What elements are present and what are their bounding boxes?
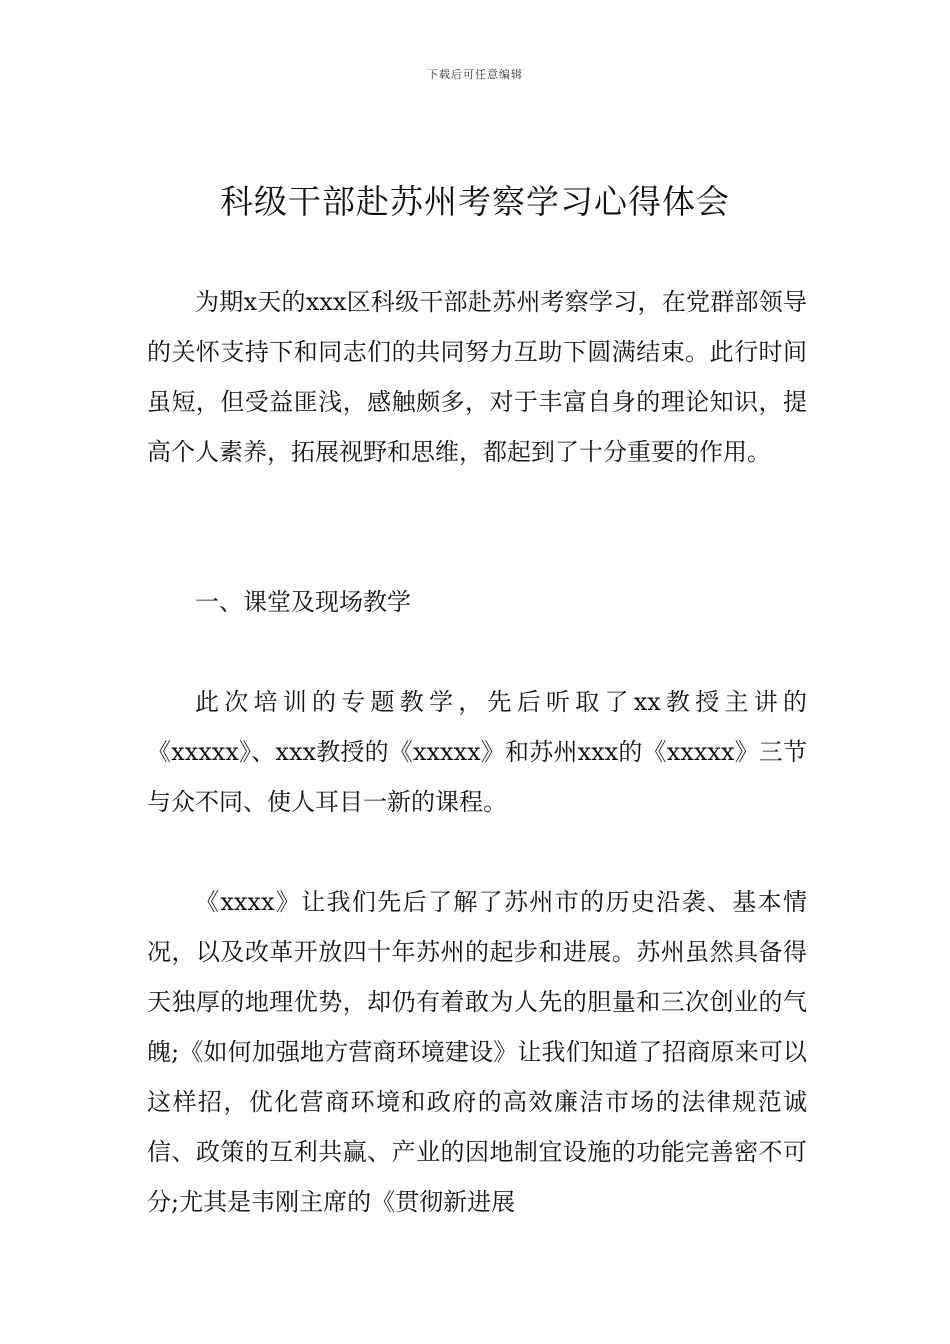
document-title: 科级干部赴苏州考察学习心得体会 — [220, 182, 730, 221]
section-heading: 一、课堂及现场教学 — [195, 588, 411, 616]
page-header-note: 下载后可任意编辑 — [427, 68, 523, 81]
paragraph-intro: 为期x天的xxx区科级干部赴苏州考察学习，在党群部领导的关怀支持下和同志们的共同努力互助下圆满结束。此行时间虽短，但受益匪浅，感触颇多，对于丰富自身的理论知识，提高个人素养，拓展视野和思维，都起到了十分重要的作用。 — [147, 288, 807, 466]
paragraph-lectures: 此次培训的专题教学，先后听取了xx教授主讲的《xxxxx》、xxx教授的《xxxxx》和苏州xxx的《xxxxx》三节与众不同、使人耳目一新的课程。 — [147, 688, 807, 816]
paragraph-suzhou: 《xxxx》让我们先后了解了苏州市的历史沿袭、基本情况，以及改革开放四十年苏州的起步和进展。苏州虽然具备得天独厚的地理优势，却仍有着敢为人先的胆量和三次创业的气魄;《如何加强地方营商环境建设》让我们知道了招商原来可以这样招，优化营商环境和政府的高效廉洁市场的法律规范诚信、政策的互利共赢、产业的因地制宜设施的功能完善密不可分;尤其是韦刚主席的《贯彻新进展 — [147, 888, 807, 1216]
